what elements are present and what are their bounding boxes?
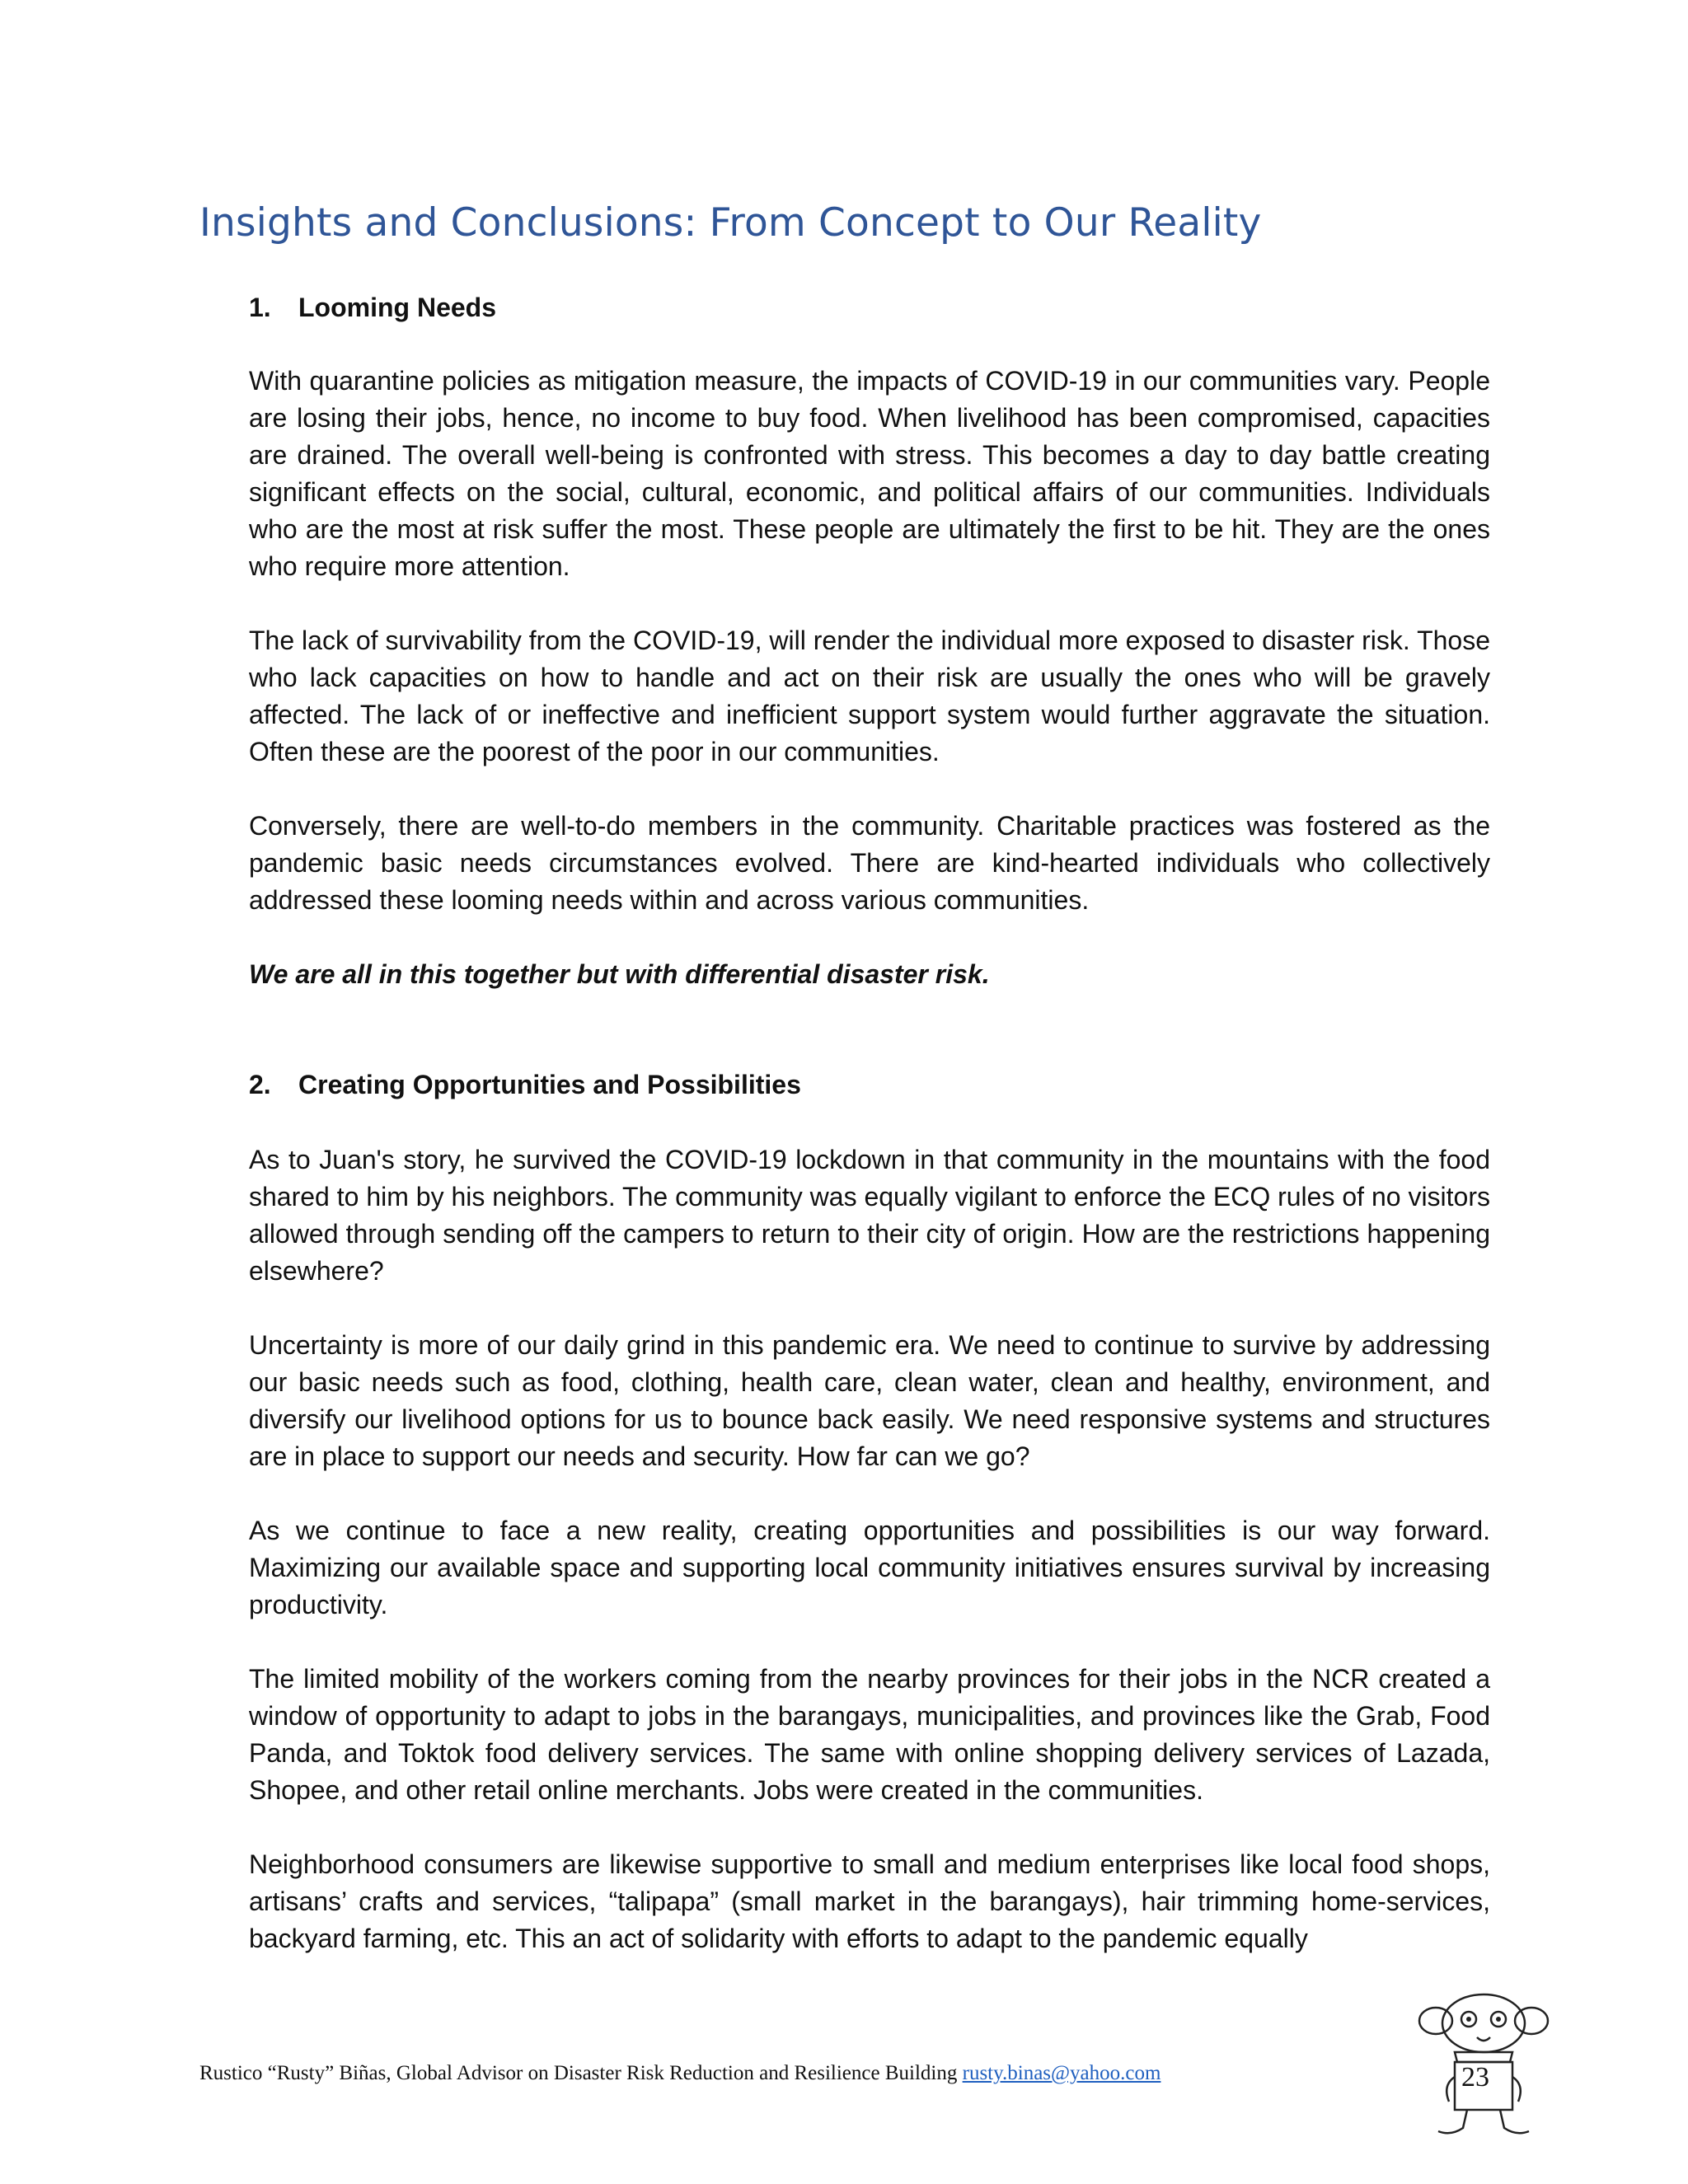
section-title: Looming Needs bbox=[298, 293, 497, 322]
paragraph: Uncertainty is more of our daily grind in this pandemic era. We need to continue to survive by addressing our basic needs such as food, clothing, health care, clean water, clean and healthy, environment, and diversify our livelihood options for us to bounce back easily. We need responsive systems and structures are in place to support our needs and security. How far can we go? bbox=[249, 1330, 1490, 1471]
paragraph: The limited mobility of the workers coming from the nearby provinces for their jobs in the NCR created a window of opportunity to adapt to jobs in the barangays, municipalities, and provinces like the Grab, Food Panda, and Toktok food delivery services. The same with online shopping delivery services of Lazada, Shopee, and other retail online merchants. Jobs were created in the communities. bbox=[249, 1664, 1490, 1805]
section-number: 2. bbox=[249, 1070, 271, 1099]
paragraph: Neighborhood consumers are likewise supportive to small and medium enterprises like local food shops, artisans’ crafts and services, “talipapa” (small market in the barangays), hair trimming home-services, backyard farming, etc. This an act of solidarity with efforts to adapt to the pandemic equally bbox=[249, 1849, 1490, 1953]
paragraph: As to Juan's story, he survived the COVID-19 lockdown in that community in the mountains with the food shared to him by his neighbors. The community was equally vigilant to enforce the ECQ rules of no visitors allowed through sending off the campers to return to their city of origin. How are the restrictions happening elsewhere? bbox=[249, 1145, 1490, 1286]
page-title: Insights and Conclusions: From Concept to Our Reality bbox=[199, 200, 1262, 246]
paragraph: With quarantine policies as mitigation measure, the impacts of COVID-19 in our communities vary. People are losing their jobs, hence, no income to buy food. When livelihood has been compromised, capacities are drained. The overall well-being is confronted with stress. This becomes a day to day battle creating significant effects on the social, cultural, economic, and political affairs of our communities. Individuals who are the most at risk suffer the most. These people are ultimately the first to be hit. They are the ones who require more attention. bbox=[249, 366, 1490, 581]
paragraph: The lack of survivability from the COVID-19, will render the individual more exposed to disaster risk. Those who lack capacities on how to handle and act on their risk are usually the ones who will be gravely affected. The lack of or ineffective and inefficient support system would further aggravate the situation. Often these are the poorest of the poor in our communities. bbox=[249, 626, 1490, 766]
author-email-link[interactable]: rusty.binas@yahoo.com bbox=[962, 2062, 1161, 2084]
section-title: Creating Opportunities and Possibilities bbox=[298, 1070, 801, 1099]
paragraph: Conversely, there are well-to-do members in the community. Charitable practices was fostered as the pandemic basic needs circumstances evolved. There are kind-hearted individuals who collectively addressed these looming needs within and across various communities. bbox=[249, 811, 1490, 915]
footer-author bbox=[199, 2062, 1160, 2085]
footer-author-text: Rustico “Rusty” Biñas, Global Advisor on Disaster Risk Reduction and Resilience Building bbox=[199, 2062, 963, 2084]
page-number: 23 bbox=[1461, 2062, 1489, 2093]
paragraph: As we continue to face a new reality, creating opportunities and possibilities is our way forward. Maximizing our available space and supporting local community initiatives ensures survival by increasing productivity. bbox=[249, 1516, 1490, 1619]
section-heading bbox=[249, 293, 496, 323]
section-number: 1. bbox=[249, 293, 271, 322]
section-heading bbox=[249, 1070, 801, 1100]
emphasis-statement: We are all in this together but with differential disaster risk. bbox=[249, 959, 990, 989]
